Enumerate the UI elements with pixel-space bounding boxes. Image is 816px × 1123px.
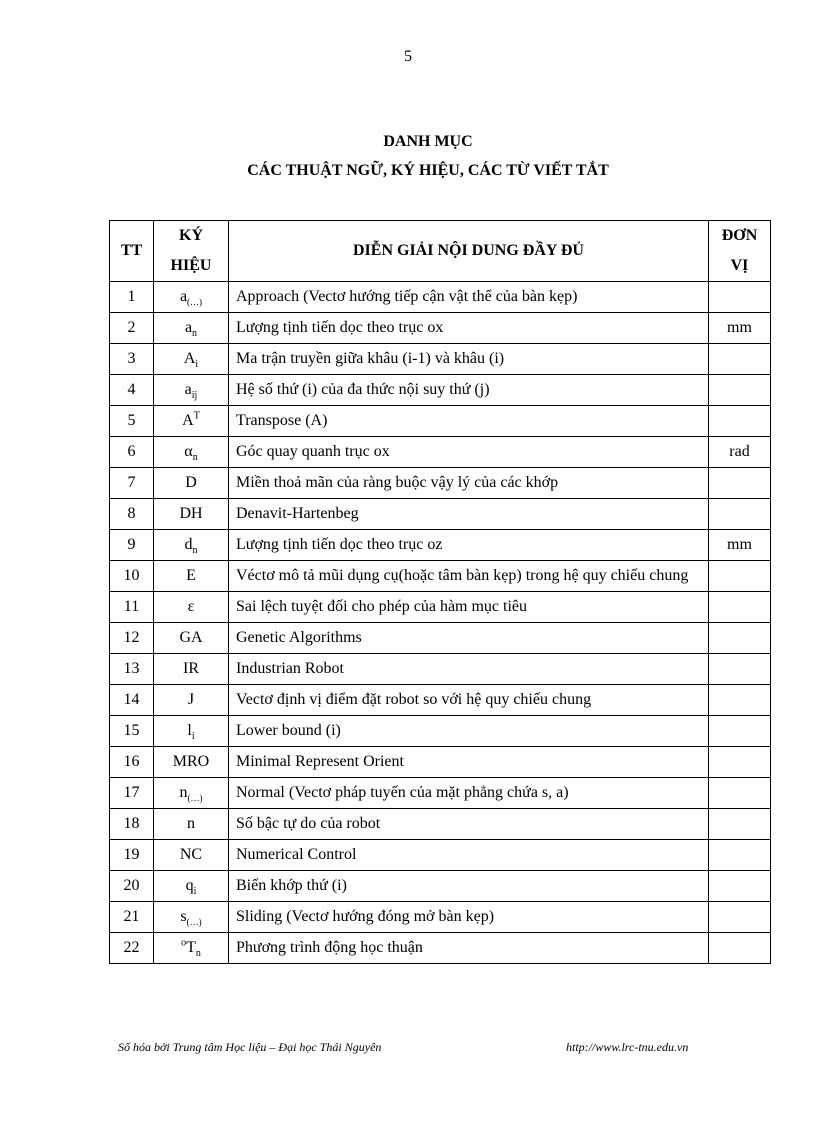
row-description: Véctơ mô tả mũi dụng cụ(hoặc tâm bàn kẹp) trong hệ quy chiếu chung	[229, 561, 709, 592]
row-unit: mm	[709, 530, 771, 561]
footer-source: Số hóa bởi Trung tâm Học liệu – Đại học Thái Nguyên	[118, 1040, 382, 1054]
row-number: 16	[110, 747, 154, 778]
row-unit	[709, 592, 771, 623]
symbol-base: D	[185, 474, 197, 491]
row-symbol	[154, 561, 229, 592]
row-symbol	[154, 499, 229, 530]
row-description: Góc quay quanh trục ox	[229, 437, 709, 468]
table-row	[110, 530, 771, 561]
row-description: Lượng tịnh tiến dọc theo trục oz	[229, 530, 709, 561]
symbol-base: MRO	[172, 753, 210, 770]
symbol-base: ε	[187, 598, 195, 615]
row-description: Sliding (Vectơ hướng đóng mở bàn kẹp)	[229, 902, 709, 933]
row-unit	[709, 375, 771, 406]
symbol-subscript: (…)	[187, 793, 203, 804]
symbol-subscript: i	[195, 359, 199, 371]
symbol-base: l	[187, 722, 192, 739]
header-unit	[709, 221, 771, 282]
table-row	[110, 840, 771, 871]
row-unit	[709, 902, 771, 933]
table-row	[110, 747, 771, 778]
table-row	[110, 313, 771, 344]
page-number: 5	[404, 48, 412, 65]
symbol-base: d	[184, 536, 193, 553]
row-description: Transpose (A)	[229, 406, 709, 437]
row-description: Numerical Control	[229, 840, 709, 871]
symbol-base: E	[186, 567, 196, 584]
row-description: Normal (Vectơ pháp tuyến của mặt phẳng chứa s, a)	[229, 778, 709, 809]
row-symbol	[154, 375, 229, 406]
row-number: 2	[110, 313, 154, 344]
symbol-base: a	[184, 319, 193, 336]
row-unit	[709, 499, 771, 530]
row-number: 1	[110, 282, 154, 313]
row-number: 9	[110, 530, 154, 561]
row-unit	[709, 871, 771, 902]
table-row	[110, 592, 771, 623]
table-row	[110, 902, 771, 933]
row-symbol	[154, 313, 229, 344]
row-number: 5	[110, 406, 154, 437]
page-title: DANH MỤC	[383, 133, 473, 150]
row-number: 7	[110, 468, 154, 499]
table-row	[110, 499, 771, 530]
row-description: Lower bound (i)	[229, 716, 709, 747]
row-symbol	[154, 530, 229, 561]
row-symbol	[154, 344, 229, 375]
symbol-base: q	[185, 877, 194, 894]
row-symbol	[154, 437, 229, 468]
table-row	[110, 778, 771, 809]
row-unit	[709, 561, 771, 592]
row-number: 8	[110, 499, 154, 530]
row-number: 11	[110, 592, 154, 623]
table-header-row	[110, 221, 771, 282]
row-unit	[709, 933, 771, 964]
table-row	[110, 282, 771, 313]
table-row	[110, 654, 771, 685]
row-symbol	[154, 468, 229, 499]
symbol-subscript: ij	[191, 390, 198, 402]
row-number: 19	[110, 840, 154, 871]
symbol-base: IR	[183, 660, 199, 677]
page-subtitle: CÁC THUẬT NGỮ, KÝ HIỆU, CÁC TỪ VIẾT TẮT	[247, 162, 609, 179]
symbol-base: n	[179, 784, 188, 801]
row-unit	[709, 809, 771, 840]
row-number: 6	[110, 437, 154, 468]
symbol-pre-superscript: o	[181, 937, 187, 949]
symbol-superscript: T	[193, 410, 200, 422]
row-description: Industrian Robot	[229, 654, 709, 685]
row-unit	[709, 778, 771, 809]
row-unit: mm	[709, 313, 771, 344]
symbol-subscript: n	[192, 545, 198, 557]
row-unit	[709, 716, 771, 747]
symbol-base: NC	[179, 846, 203, 863]
row-symbol	[154, 654, 229, 685]
table-row	[110, 716, 771, 747]
row-number: 3	[110, 344, 154, 375]
header-unit-line2: VỊ	[730, 257, 749, 274]
row-unit	[709, 840, 771, 871]
symbol-subscript: n	[195, 948, 201, 960]
row-number: 21	[110, 902, 154, 933]
row-symbol	[154, 778, 229, 809]
row-number: 22	[110, 933, 154, 964]
row-description: Denavit-Hartenbeg	[229, 499, 709, 530]
symbol-subscript: n	[192, 452, 198, 464]
row-number: 18	[110, 809, 154, 840]
row-unit	[709, 406, 771, 437]
table-row	[110, 623, 771, 654]
table-row	[110, 933, 771, 964]
row-unit	[709, 344, 771, 375]
symbol-base: GA	[179, 629, 203, 646]
row-description: Hệ số thứ (i) của đa thức nội suy thứ (j)	[229, 375, 709, 406]
row-unit	[709, 747, 771, 778]
terms-table	[109, 220, 771, 964]
row-number: 17	[110, 778, 154, 809]
header-description: DIỄN GIẢI NỘI DUNG ĐẦY ĐỦ	[229, 221, 709, 282]
symbol-base: a	[179, 288, 188, 305]
row-description: Minimal Represent Orient	[229, 747, 709, 778]
header-kyhieu	[154, 221, 229, 282]
row-description: Số bậc tự do của robot	[229, 809, 709, 840]
table-row	[110, 809, 771, 840]
symbol-base: DH	[179, 505, 203, 522]
row-symbol	[154, 747, 229, 778]
row-symbol	[154, 871, 229, 902]
table-row	[110, 406, 771, 437]
row-description: Approach (Vectơ hướng tiếp cận vật thể của bàn kẹp)	[229, 282, 709, 313]
table-row	[110, 685, 771, 716]
footer-link[interactable]: http://www.lrc-tnu.edu.vn	[566, 1040, 689, 1054]
row-number: 15	[110, 716, 154, 747]
symbol-subscript: (…)	[187, 297, 203, 308]
table-row	[110, 468, 771, 499]
row-symbol	[154, 592, 229, 623]
row-symbol	[154, 933, 229, 964]
header-tt: TT	[110, 221, 154, 282]
row-symbol	[154, 809, 229, 840]
row-unit	[709, 654, 771, 685]
row-description: Miền thoả mãn của ràng buộc vậy lý của các khớp	[229, 468, 709, 499]
row-number: 13	[110, 654, 154, 685]
symbol-base: T	[186, 939, 196, 956]
row-symbol	[154, 685, 229, 716]
row-description: Biến khớp thứ (i)	[229, 871, 709, 902]
table-body	[110, 282, 771, 964]
row-symbol	[154, 623, 229, 654]
row-number: 4	[110, 375, 154, 406]
symbol-subscript: i	[191, 731, 195, 743]
row-symbol	[154, 282, 229, 313]
header-kyhieu-line2: HIỆU	[170, 257, 212, 274]
table-row	[110, 344, 771, 375]
table-row	[110, 871, 771, 902]
header-kyhieu-line1: KÝ	[179, 227, 203, 244]
row-unit	[709, 623, 771, 654]
row-description: Sai lệch tuyệt đối cho phép của hàm mục tiêu	[229, 592, 709, 623]
symbol-base: J	[187, 691, 195, 708]
row-number: 14	[110, 685, 154, 716]
row-symbol	[154, 716, 229, 747]
row-description: Vectơ định vị điểm đặt robot so với hệ quy chiếu chung	[229, 685, 709, 716]
header-unit-line1: ĐƠN	[721, 227, 758, 244]
row-number: 12	[110, 623, 154, 654]
row-symbol	[154, 840, 229, 871]
symbol-base: s	[180, 908, 187, 925]
table-row	[110, 437, 771, 468]
row-symbol	[154, 902, 229, 933]
row-description: Phương trình động học thuận	[229, 933, 709, 964]
row-unit	[709, 685, 771, 716]
symbol-subscript: i	[193, 886, 197, 898]
symbol-subscript: (…)	[186, 917, 202, 928]
symbol-base: A	[182, 412, 194, 429]
row-description: Genetic Algorithms	[229, 623, 709, 654]
row-number: 20	[110, 871, 154, 902]
table-row	[110, 375, 771, 406]
symbol-subscript: n	[192, 328, 198, 340]
symbol-base: a	[184, 381, 192, 398]
row-description: Ma trận truyền giữa khâu (i-1) và khâu (i)	[229, 344, 709, 375]
symbol-base: n	[187, 815, 195, 832]
table-row	[110, 561, 771, 592]
symbol-base: A	[183, 350, 196, 367]
row-unit	[709, 282, 771, 313]
row-unit: rad	[709, 437, 771, 468]
row-symbol	[154, 406, 229, 437]
row-description: Lượng tịnh tiến dọc theo trục ox	[229, 313, 709, 344]
row-number: 10	[110, 561, 154, 592]
symbol-base: α	[184, 443, 193, 460]
row-unit	[709, 468, 771, 499]
